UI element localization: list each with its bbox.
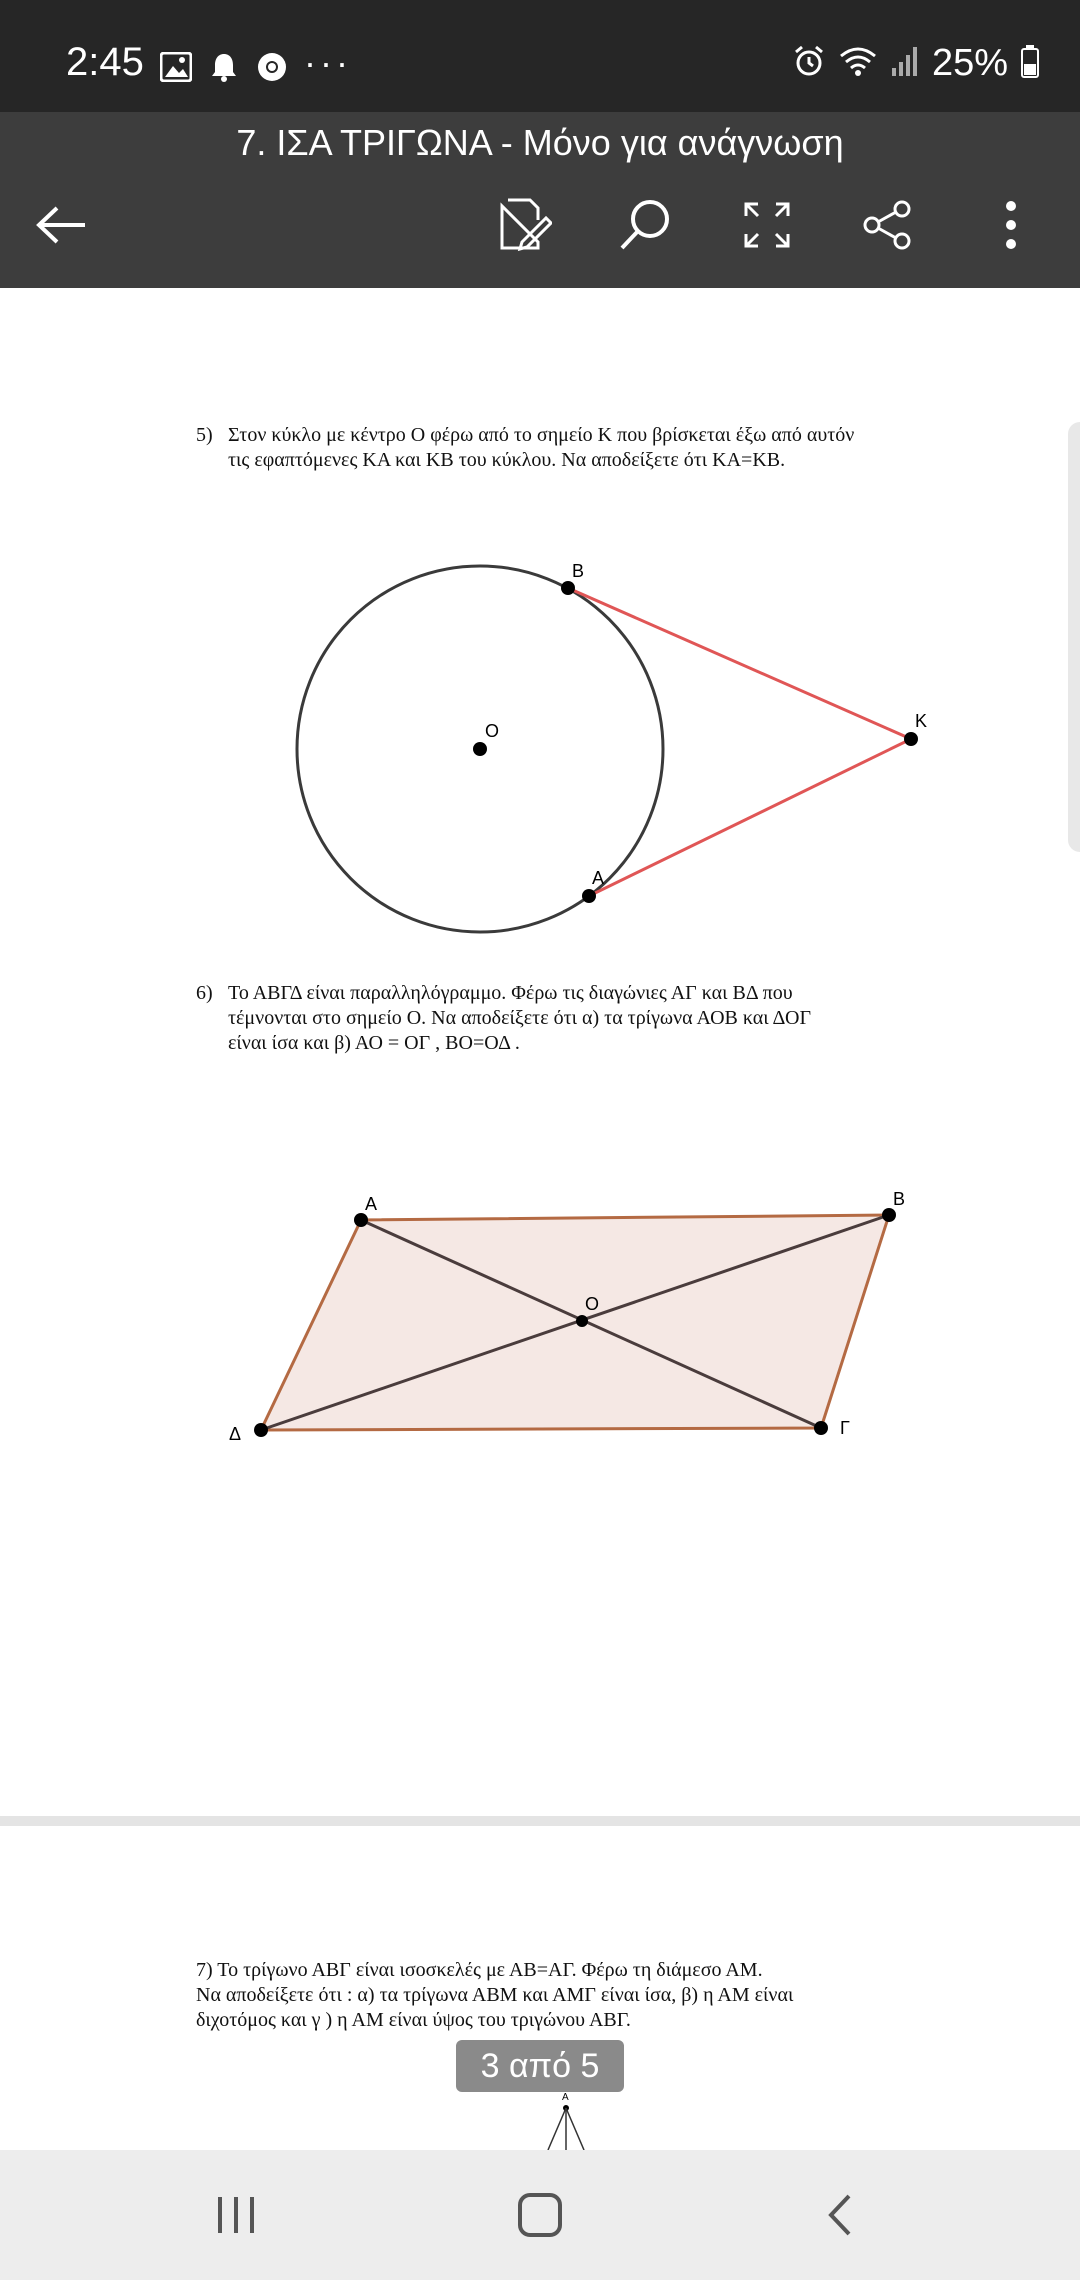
signal-icon — [890, 44, 920, 83]
document-title: 7. ΙΣΑ ΤΡΙΓΩΝΑ - Μόνο για ανάγνωση — [236, 122, 844, 163]
back-arrow-icon — [35, 205, 87, 245]
problem-7-line-2: Να αποδείξετε ότι : α) τα τρίγωνα ΑΒΜ και ΑΜΓ είναι ίσα, β) η ΑΜ είναι — [196, 1984, 794, 2006]
edit-button[interactable] — [480, 180, 570, 270]
bell-icon — [208, 51, 240, 88]
more-notifications: ··· — [304, 42, 352, 83]
label-A: A — [592, 868, 605, 888]
back-nav-button[interactable] — [800, 2180, 880, 2250]
image-icon — [160, 52, 192, 87]
label-O: O — [585, 1294, 600, 1314]
label-O: O — [485, 721, 500, 741]
fullscreen-button[interactable] — [722, 180, 812, 270]
label-A: A — [365, 1194, 378, 1214]
problem-7-line-3: διχοτόμος και γ ) η ΑΜ είναι ύψος του τριγώνου ΑΒΓ. — [196, 2009, 631, 2031]
back-icon — [825, 2192, 855, 2238]
alarm-icon — [792, 44, 826, 83]
label-K: K — [915, 711, 928, 731]
status-time: 2:45 — [66, 40, 144, 84]
back-button[interactable] — [16, 180, 106, 270]
label-G: Γ — [840, 1418, 850, 1438]
status-system-icons — [792, 42, 1040, 85]
page-indicator: 3 από 5 — [456, 2040, 624, 2092]
more-options-button[interactable] — [966, 180, 1056, 270]
app-toolbar — [0, 112, 1080, 288]
document-view[interactable] — [0, 288, 1080, 2150]
problem-5-line-1: Στον κύκλο με κέντρο Ο φέρω από το σημείο Κ που βρίσκεται έξω από αυτόν — [228, 424, 855, 446]
status-bar — [0, 0, 1080, 112]
label-A: A — [562, 2092, 569, 2103]
problem-5-number: 5) — [196, 424, 213, 446]
problem-5-line-2: τις εφαπτόμενες ΚΑ και ΚΒ του κύκλου. Να αποδείξετε ότι ΚΑ=ΚΒ. — [228, 449, 786, 471]
battery-icon — [1020, 44, 1040, 83]
recents-icon — [214, 2195, 258, 2235]
label-B: B — [572, 561, 585, 581]
navigation-bar — [0, 2150, 1080, 2280]
chrome-icon — [256, 51, 288, 88]
battery-percent: 25% — [931, 42, 1008, 84]
problem-7-line-1: 7) Το τρίγωνο ΑΒΓ είναι ισοσκελές με ΑΒ=ΑΓ. Φέρω τη διάμεσο ΑΜ. — [196, 1959, 763, 1981]
search-button[interactable] — [600, 180, 690, 270]
label-B: B — [893, 1189, 906, 1209]
fullscreen-icon — [742, 200, 792, 250]
problem-7-figure — [0, 288, 1080, 2150]
problem-6-line-2: τέμνονται στο σημείο Ο. Να αποδείξετε ότι α) τα τρίγωνα ΑΟΒ και ΔΟΓ — [228, 1007, 812, 1029]
recents-button[interactable] — [196, 2180, 276, 2250]
home-icon — [517, 2192, 563, 2238]
problem-6-number: 6) — [196, 982, 213, 1004]
wifi-icon — [838, 44, 878, 83]
edit-icon — [498, 198, 552, 252]
share-button[interactable] — [842, 180, 932, 270]
side-AG — [566, 2108, 584, 2150]
problem-6-line-3: είναι ίσα και β) ΑΟ = ΟΓ , ΒΟ=ΟΔ . — [228, 1032, 520, 1054]
search-icon — [618, 198, 672, 252]
home-button[interactable] — [500, 2180, 580, 2250]
status-notification-icons — [160, 42, 352, 90]
more-vert-icon — [1003, 200, 1019, 250]
share-icon — [862, 200, 912, 250]
problem-6-line-1: Το ΑΒΓΔ είναι παραλληλόγραμμο. Φέρω τις διαγώνιες ΑΓ και ΒΔ που — [228, 982, 793, 1004]
side-AB — [548, 2108, 566, 2150]
label-D: Δ — [229, 1424, 242, 1444]
